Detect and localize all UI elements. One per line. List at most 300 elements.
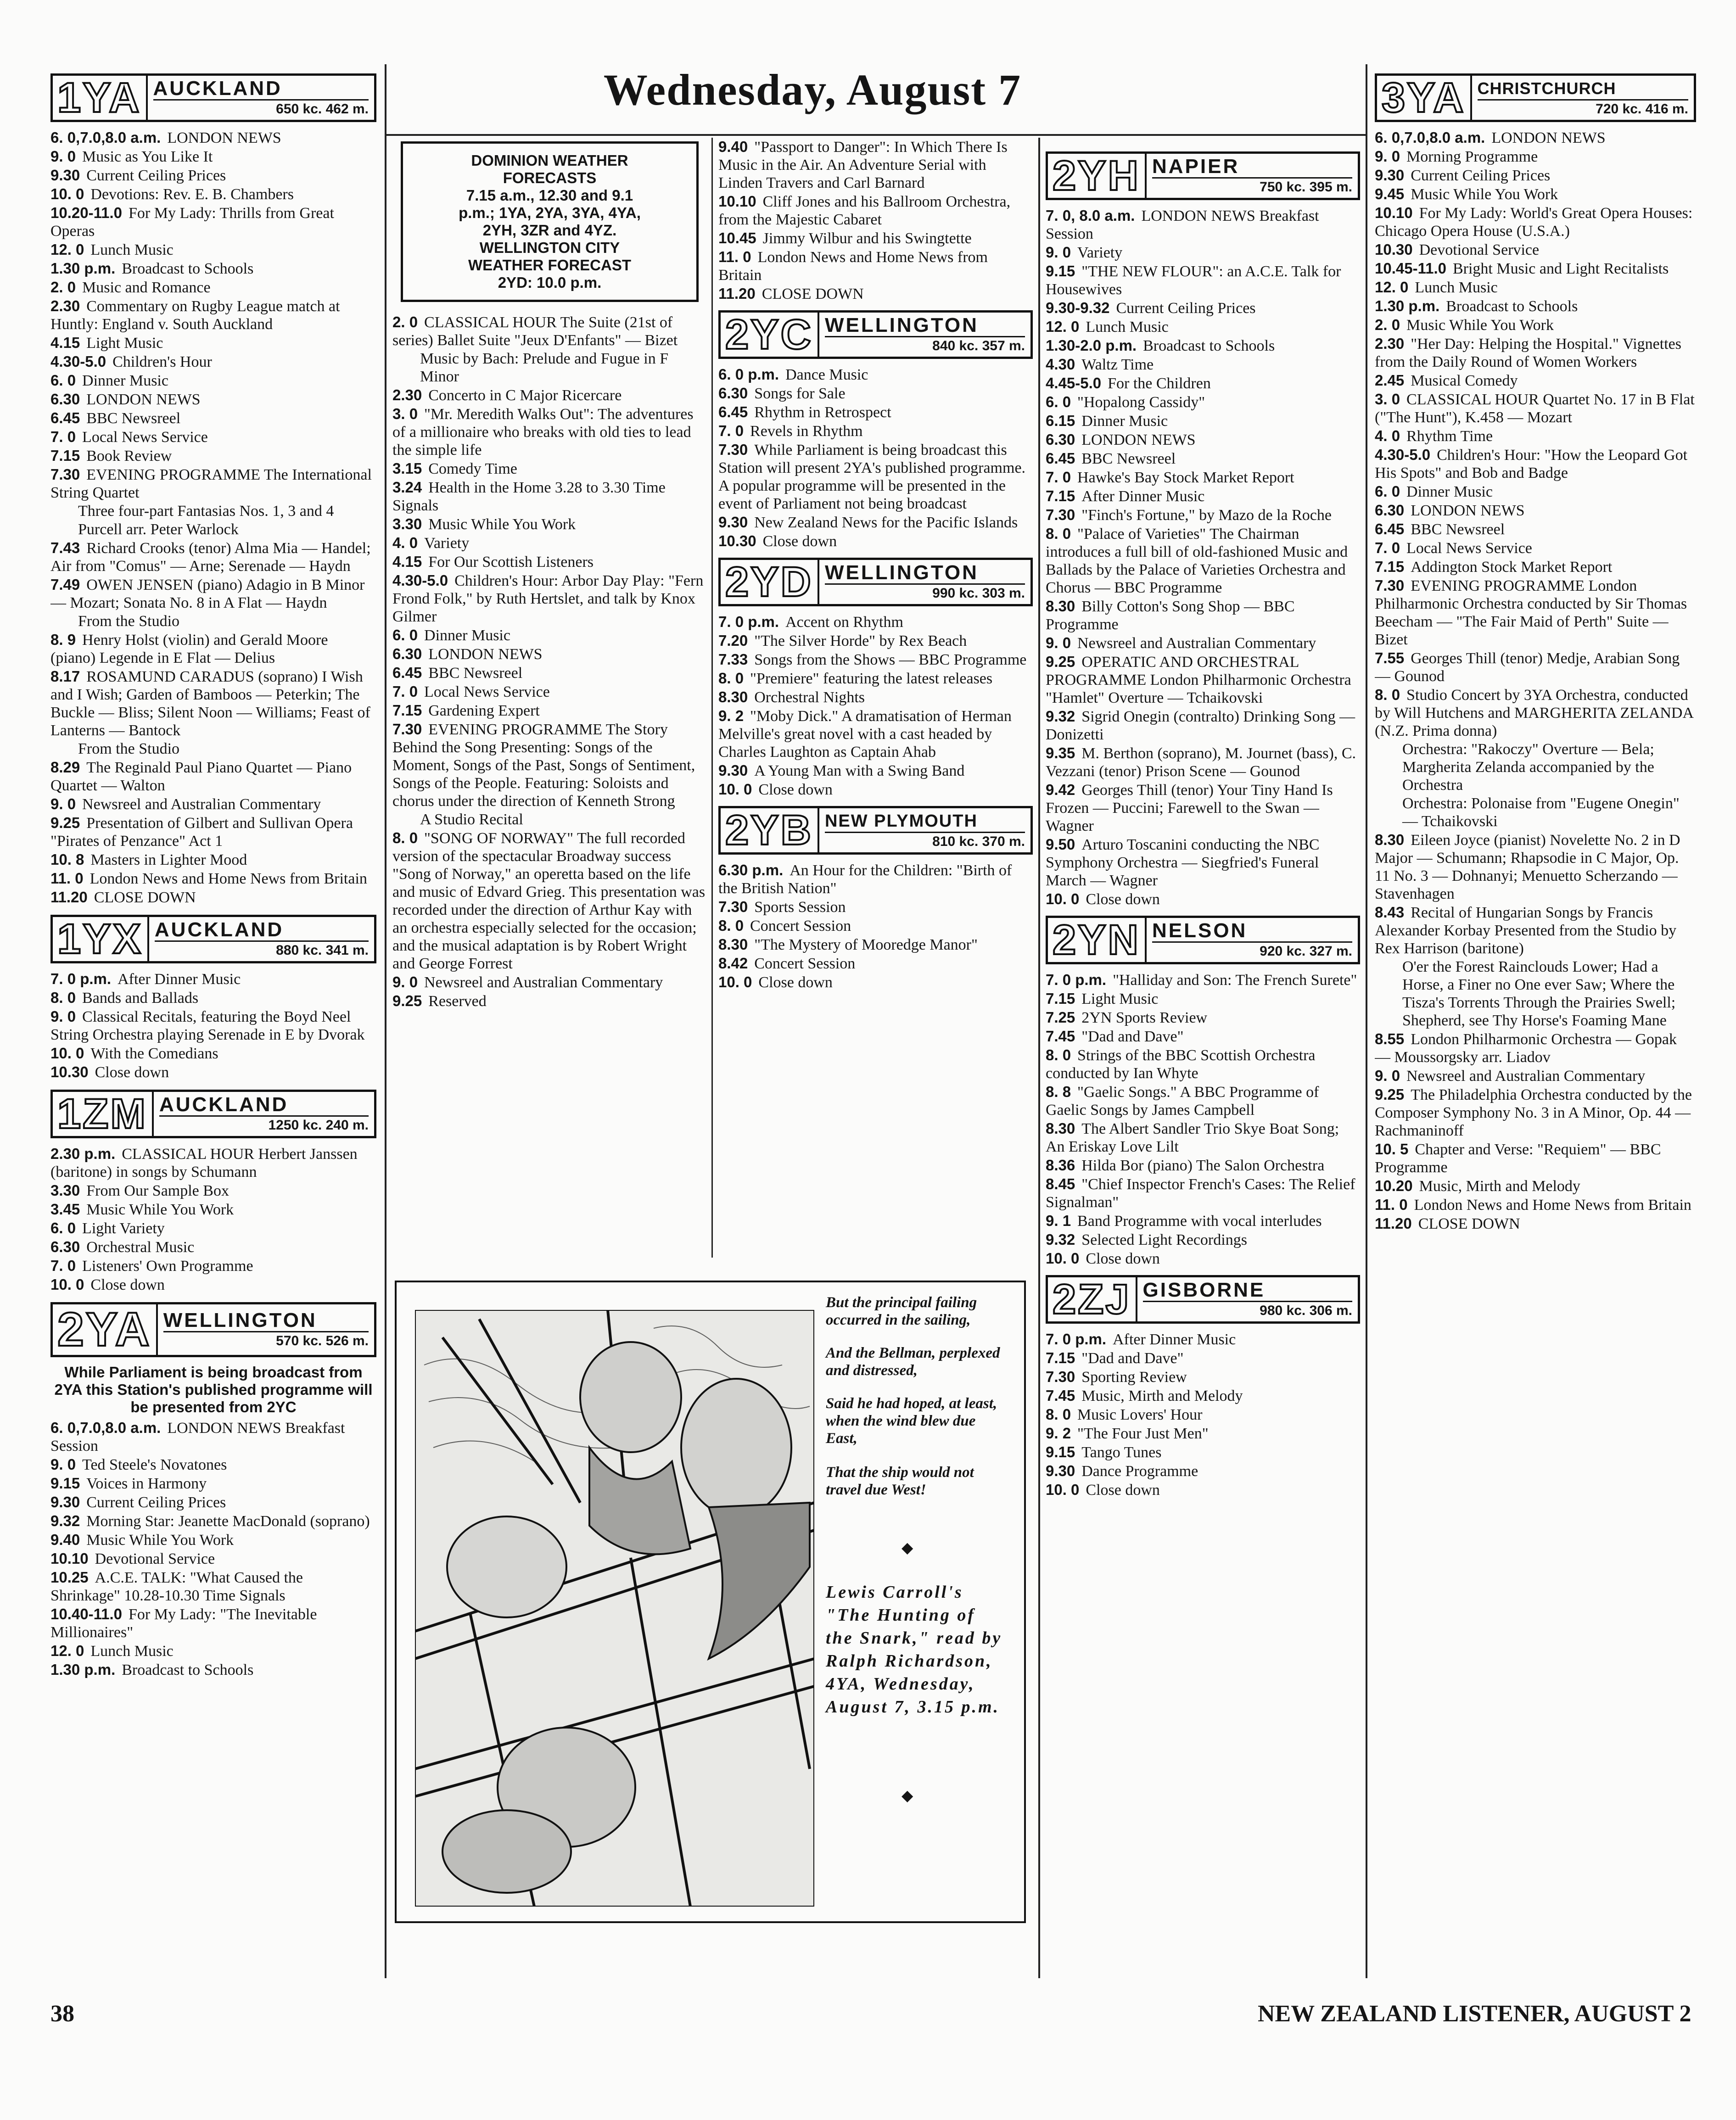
programme-time: 2.45 (1375, 372, 1405, 389)
programme-title: Orchestral Nights (754, 689, 865, 706)
programme-time: 4.30 (1046, 356, 1075, 373)
programme-title: Newsreel and Australian Commentary (424, 974, 663, 991)
column-4 (1046, 138, 1360, 1978)
caption-credit: Lewis Carroll's "The Hunting of the Snark," read by Ralph Richardson, 4YA, Wednesday, August 7, 3.15 p.m. (826, 1583, 1002, 1717)
programme-title: Dinner Music (82, 372, 168, 389)
programme-title: "Gaelic Songs." A BBC Programme of Gaelic Songs by James Campbell (1046, 1084, 1319, 1119)
station-frequency: 650 kc. 462 m. (276, 101, 369, 117)
programme-entry (1046, 355, 1360, 374)
station-city: CHRISTCHURCH (1478, 78, 1688, 101)
programme-entry (1375, 903, 1696, 957)
programme-entry (50, 814, 376, 850)
programme-entry (1046, 597, 1360, 633)
programme-entry (1375, 166, 1696, 185)
programme-entry (50, 758, 376, 794)
programme-time: 10. 0 (50, 1045, 84, 1062)
programme-title: Dinner Music (424, 627, 510, 644)
programme-time: 9.15 (1046, 263, 1075, 280)
programme-list-2zj (1046, 1330, 1360, 1499)
programme-entry (1046, 835, 1360, 889)
programme-title: Lunch Music (1415, 279, 1498, 296)
programme-entry (1046, 1387, 1360, 1405)
programme-entry (1375, 129, 1696, 147)
programme-entry (1046, 1443, 1360, 1461)
programme-time: 9. 2 (718, 707, 744, 724)
programme-entry (718, 192, 1033, 229)
station-logo-2ya (50, 1302, 376, 1357)
snark-illustration (415, 1310, 814, 1907)
programme-title: Music Lovers' Hour (1077, 1406, 1203, 1423)
programme-entry (50, 1044, 376, 1063)
programme-title: Addington Stock Market Report (1411, 559, 1613, 576)
programme-entry (50, 465, 376, 502)
programme-time: 1.30 p.m. (50, 1661, 116, 1678)
programme-title: BBC Newsreel (1081, 450, 1176, 467)
programme-time: 10.40-11.0 (50, 1605, 122, 1622)
programme-title: From the Studio (78, 613, 180, 630)
programme-entry (50, 371, 376, 390)
programme-title: Arturo Toscanini conducting the NBC Symphony Orchestra — Siegfried's Funeral March — Wagner (1046, 836, 1320, 889)
programme-entry (50, 502, 376, 520)
programme-time: 6.15 (1046, 412, 1075, 429)
programme-entry (718, 707, 1033, 761)
programme-title: Music While You Work (86, 1201, 234, 1218)
programme-time: 4.15 (392, 553, 422, 570)
programme-entry (50, 989, 376, 1007)
programme-entry (718, 898, 1033, 916)
programme-entry (50, 166, 376, 185)
programme-entry (1046, 299, 1360, 317)
programme-time: 10. 5 (1375, 1141, 1409, 1158)
programme-time: 8.30 (1046, 1120, 1075, 1137)
station-logo-2yd (718, 558, 1033, 606)
programme-time: 7.15 (392, 702, 422, 719)
programme-time: 9.25 (50, 814, 80, 831)
column-rule (1038, 138, 1040, 1978)
programme-title: London News and Home News from Britain (718, 249, 988, 284)
station-frequency: 720 kc. 416 m. (1596, 101, 1688, 117)
programme-time: 3.15 (392, 460, 422, 477)
programme-entry (50, 1549, 376, 1568)
programme-time: 9. 0 (1375, 1067, 1400, 1084)
programme-title: EVENING PROGRAMME The International String Quartet (50, 466, 372, 501)
programme-entry (1375, 831, 1696, 903)
column-2 (392, 138, 707, 1258)
programme-time: 10.45 (718, 229, 756, 246)
programme-entry (1375, 185, 1696, 203)
station-logo-1zm (50, 1090, 376, 1138)
programme-entry (392, 973, 707, 991)
programme-entry (50, 1007, 376, 1044)
station-call-sign: 1YA (57, 74, 141, 121)
programme-title: Musical Comedy (1411, 372, 1518, 389)
programme-time: 7.30 (1046, 1368, 1075, 1385)
programme-title: Lunch Music (1086, 319, 1169, 336)
programme-entry (718, 780, 1033, 799)
programme-entry (50, 539, 376, 575)
programme-entry (1375, 1085, 1696, 1140)
station-call-sign: 2YA (57, 1303, 151, 1356)
programme-entry (50, 1605, 376, 1641)
programme-title: OPERATIC AND ORCHESTRAL PROGRAMME London Philharmonic Orchestra "Hamlet" Overture — Tchaikovski (1046, 654, 1351, 706)
programme-title: Light Music (1081, 990, 1159, 1007)
programme-time: 6.30 (392, 645, 422, 662)
programme-time: 1.30 p.m. (50, 260, 116, 277)
programme-time: 6.30 (1375, 502, 1405, 519)
programme-entry (718, 513, 1033, 531)
programme-time: 7. 0 (50, 1257, 76, 1274)
programme-title: Tango Tunes (1081, 1444, 1162, 1461)
programme-time: 7.15 (50, 447, 80, 464)
programme-entry (718, 441, 1033, 513)
programme-time: 9. 0 (50, 1008, 76, 1025)
programme-title: "Passport to Danger": In Which There Is Music in the Air. An Adventure Serial with Linden Travers and Carl Barnard (718, 139, 1008, 191)
programme-entry (1046, 449, 1360, 468)
programme-entry (1046, 1249, 1360, 1268)
programme-title: 2YN Sports Review (1081, 1009, 1208, 1026)
programme-time: 7.33 (718, 651, 748, 668)
programme-time: 12. 0 (1375, 279, 1409, 296)
programme-time: 9.32 (1046, 708, 1075, 725)
programme-time: 7.30 (50, 466, 80, 483)
programme-entry (1375, 520, 1696, 538)
programme-time: 2.30 (50, 297, 80, 314)
programme-time: 2.30 p.m. (50, 1145, 116, 1162)
programme-title: Songs for Sale (754, 385, 846, 402)
programme-title: Masters in Lighter Mood (90, 851, 247, 868)
programme-title: Broadcast to Schools (122, 1661, 254, 1678)
programme-title: Purcell arr. Peter Warlock (78, 521, 239, 538)
programme-title: Commentary on Rugby League match at Huntly: England v. South Auckland (50, 298, 340, 333)
programme-title: M. Berthon (soprano), M. Journet (bass), C. Vezzani (tenor) Prison Scene — Gounod (1046, 745, 1356, 780)
programme-list-2yd (718, 613, 1033, 799)
programme-title: BBC Newsreel (86, 410, 181, 427)
programme-time: 8.30 (1046, 598, 1075, 615)
programme-time: 4.30-5.0 (50, 353, 106, 370)
programme-time: 9.25 (392, 992, 422, 1009)
programme-entry (50, 520, 376, 538)
programme-title: "Moby Dick." A dramatisation of Herman Melville's great novel with a cast headed by Charles Laughton as Captain Ahab (718, 708, 1012, 761)
programme-title: Three four-part Fantasias Nos. 1, 3 and 4 (78, 503, 334, 520)
programme-title: Local News Service (1406, 540, 1532, 557)
programme-time: 2. 0 (392, 313, 418, 330)
programme-entry (1375, 390, 1696, 426)
programme-entry (1046, 262, 1360, 298)
programme-time: 8. 0 (718, 917, 744, 934)
programme-time: 9. 0 (50, 148, 76, 165)
station-logo-1yx (50, 915, 376, 963)
programme-entry (1375, 794, 1696, 830)
column-1 (50, 69, 376, 1983)
programme-time: 7.30 (718, 898, 748, 915)
programme-title: LONDON NEWS (1081, 431, 1196, 448)
programme-title: EVENING PROGRAMME London Philharmonic Orchestra conducted by Sir Thomas Beecham — "The Fair Maid of Perth" Suite — Bizet (1375, 577, 1687, 648)
programme-time: 6. 0 (1046, 393, 1071, 410)
programme-title: Concerto in C Major Ricercare (428, 387, 622, 404)
programme-entry (1046, 393, 1360, 411)
station-logo-2yb (718, 806, 1033, 855)
programme-entry (392, 571, 707, 626)
caption-verse-3: Said he had hoped, at least, when the wind blew due East, (826, 1395, 997, 1447)
programme-title: Current Ceiling Prices (1116, 300, 1256, 317)
programme-time: 10.20-11.0 (50, 204, 122, 221)
programme-title: Comedy Time (428, 460, 517, 477)
programme-time: 7. 0 (718, 422, 744, 439)
programme-time: 12. 0 (50, 1642, 84, 1659)
programme-entry (50, 1063, 376, 1081)
programme-time: 6. 0,7.0,8.0 a.m. (50, 129, 161, 146)
programme-title: Newsreel and Australian Commentary (82, 796, 321, 813)
programme-time: 2.30 (1375, 335, 1405, 352)
programme-list-1zm (50, 1145, 376, 1294)
programme-time: 6. 0,7.0,8.0 a.m. (1375, 129, 1485, 146)
programme-list-1yx (50, 970, 376, 1081)
programme-title: CLOSE DOWN (762, 285, 864, 302)
programme-time: 4.30-5.0 (392, 572, 448, 589)
page-title: Wednesday, August 7 (603, 65, 1022, 114)
programme-title: Broadcast to Schools (122, 260, 254, 277)
programme-entry (1046, 506, 1360, 524)
programme-entry (50, 1419, 376, 1455)
programme-time: 6. 0,7.0,8.0 a.m. (50, 1419, 161, 1436)
programme-entry (1046, 890, 1360, 908)
programme-entry (50, 1200, 376, 1219)
programme-title: Newsreel and Australian Commentary (1077, 635, 1316, 652)
programme-time: 11.20 (718, 285, 756, 302)
programme-entry (50, 1642, 376, 1660)
programme-entry (718, 384, 1033, 403)
programme-entry (50, 259, 376, 278)
programme-time: 10.10 (1375, 204, 1413, 221)
programme-entry (1046, 707, 1360, 744)
column-rule (711, 138, 713, 1258)
programme-time: 9. 0 (1046, 634, 1071, 651)
programme-title: OWEN JENSEN (piano) Adagio in B Minor — Mozart; Sonata No. 8 in A Flat — Haydn (50, 576, 365, 611)
programme-entry (718, 973, 1033, 991)
programme-entry (1375, 259, 1696, 278)
programme-time: 10.10 (718, 193, 756, 210)
programme-title: Band Programme with vocal interludes (1077, 1213, 1322, 1230)
programme-entry (1046, 336, 1360, 355)
programme-entry (718, 138, 1033, 192)
programme-entry (392, 313, 707, 349)
weather-line: FORECASTS (503, 169, 597, 186)
programme-entry (392, 682, 707, 701)
programme-title: Broadcast to Schools (1143, 337, 1275, 354)
publication-footer: NEW ZEALAND LISTENER, AUGUST 2 (1258, 2001, 1691, 2027)
programme-title: Bands and Ballads (82, 990, 199, 1007)
programme-entry (1046, 318, 1360, 336)
page-number: 38 (50, 2001, 74, 2027)
programme-title: Georges Thill (tenor) Your Tiny Hand Is Frozen — Puccini; Farewell to the Swan — Wagner (1046, 782, 1333, 834)
programme-entry (50, 667, 376, 739)
programme-entry (1375, 1214, 1696, 1233)
header-rule (386, 134, 1366, 136)
programme-time: 3. 0 (392, 405, 418, 422)
programme-title: Variety (1077, 244, 1123, 261)
programme-title: While Parliament is being broadcast this Station will present 2YA's published programme. A popular programme will be presented in the event of Parliament not being broadcast (718, 442, 1026, 512)
programme-title: For My Lady: World's Great Opera Houses: Chicago Opera House (U.S.A.) (1375, 205, 1693, 240)
programme-time: 7.25 (1046, 1009, 1075, 1026)
programme-time: 9.40 (50, 1531, 80, 1548)
programme-time: 9.32 (50, 1512, 80, 1529)
programme-title: With the Comedians (90, 1045, 218, 1062)
programme-time: 10.45-11.0 (1375, 260, 1446, 277)
programme-entry (392, 386, 707, 404)
programme-title: Dance Programme (1081, 1463, 1198, 1480)
programme-title: Music and Romance (82, 279, 211, 296)
programme-title: Music by Bach: Prelude and Fugue in F Minor (420, 350, 669, 385)
programme-entry (392, 478, 707, 515)
programme-time: 8.36 (1046, 1157, 1075, 1174)
station-logo-2yh (1046, 151, 1360, 200)
programme-time: 11. 0 (718, 248, 751, 265)
programme-time: 10. 0 (1046, 890, 1080, 907)
weather-line: 7.15 a.m., 12.30 and 9.1 (466, 187, 633, 204)
programme-title: Current Ceiling Prices (1411, 167, 1551, 184)
programme-time: 6.45 (1046, 450, 1075, 467)
column-rule (385, 64, 386, 1978)
programme-time: 9. 0 (50, 795, 76, 812)
programme-list-2yb (718, 861, 1033, 991)
programme-time: 9. 0 (392, 973, 418, 990)
programme-entry (50, 147, 376, 166)
programme-entry (50, 1219, 376, 1237)
programme-entry (392, 992, 707, 1010)
programme-entry (1375, 297, 1696, 315)
programme-title: Concert Session (754, 955, 856, 972)
programme-entry (392, 664, 707, 682)
programme-list-2ya-late (718, 138, 1033, 303)
programme-entry (50, 740, 376, 758)
programme-time: 6. 0 (392, 626, 418, 643)
station-city: NEW PLYMOUTH (825, 811, 1025, 833)
programme-title: "Palace of Varieties" The Chairman introduces a full bill of old-fashioned Music and Ballads by the Palace of Varieties Orchestra and Chorus — BBC Programme (1046, 526, 1348, 596)
programme-entry (718, 285, 1033, 303)
programme-title: "Dad and Dave" (1081, 1028, 1184, 1045)
programme-entry (50, 241, 376, 259)
programme-time: 10. 0 (718, 973, 752, 990)
programme-entry (392, 553, 707, 571)
programme-time: 9. 0 (1046, 244, 1071, 261)
programme-time: 6. 0 (50, 1219, 76, 1236)
programme-title: LONDON NEWS (167, 129, 281, 146)
programme-time: 4. 0 (392, 534, 418, 551)
divider-ornament: ◆ (902, 1788, 913, 1804)
programme-entry (718, 954, 1033, 973)
programme-title: Waltz Time (1081, 356, 1154, 373)
programme-title: After Dinner Music (118, 971, 241, 988)
programme-title: Book Review (86, 447, 172, 464)
programme-time: 9. 1 (1046, 1212, 1071, 1229)
programme-entry (1046, 374, 1360, 392)
programme-time: 9.45 (1375, 185, 1405, 202)
station-call-sign: 1YX (57, 916, 143, 962)
programme-time: 2. 0 (50, 279, 76, 296)
programme-time: 6. 0 (50, 372, 76, 389)
programme-title: For My Lady: Thrills from Great Operas (50, 205, 334, 240)
programme-time: 8. 9 (50, 631, 76, 648)
programme-title: Chapter and Verse: "Requiem" — BBC Programme (1375, 1141, 1661, 1176)
weather-forecast-box (401, 141, 699, 302)
programme-title: ROSAMUND CARADUS (soprano) I Wish and I Wish; Garden of Bamboos — Peterkin; The Buckle — Bliss; Silent Noon — Williams; Feast of Lanterns — Bantock (50, 668, 370, 739)
programme-title: Current Ceiling Prices (86, 167, 226, 184)
programme-entry (718, 688, 1033, 706)
programme-title: Children's Hour: "How the Leopard Got His Spots" and Bob and Badge (1375, 447, 1688, 481)
programme-entry (1375, 1140, 1696, 1176)
programme-entry (392, 645, 707, 663)
programme-time: 8. 0 (1375, 686, 1400, 703)
programme-time: 7.30 (392, 721, 422, 738)
caption-verse-2: And the Bellman, perplexed and distressed, (826, 1345, 1000, 1379)
programme-title: Lunch Music (90, 241, 174, 258)
programme-title: CLOSE DOWN (1418, 1215, 1520, 1232)
programme-entry (1375, 147, 1696, 166)
programme-time: 8. 8 (1046, 1083, 1071, 1100)
station-logo-2zj (1046, 1275, 1360, 1324)
programme-title: Close down (95, 1064, 169, 1081)
programme-title: Hilda Bor (piano) The Salon Orchestra (1081, 1157, 1325, 1174)
programme-time: 10. 0 (1046, 1250, 1080, 1267)
programme-entry (1375, 482, 1696, 501)
programme-time: 1.30 p.m. (1375, 297, 1440, 314)
programme-entry (1046, 744, 1360, 780)
programme-title: Concert Session (750, 917, 851, 934)
programme-entry (1046, 468, 1360, 487)
programme-entry (1375, 501, 1696, 520)
programme-time: 8. 0 (718, 670, 744, 687)
programme-title: Local News Service (82, 429, 208, 446)
programme-entry (392, 701, 707, 720)
caption-verse-1: But the principal failing occurred in the sailing, (826, 1294, 977, 1328)
programme-time: 10. 0 (718, 781, 752, 798)
station-frequency: 990 kc. 303 m. (932, 585, 1025, 601)
station-frequency: 920 kc. 327 m. (1260, 943, 1352, 959)
programme-entry (50, 447, 376, 465)
programme-title: Children's Hour (112, 353, 212, 370)
programme-entry (718, 761, 1033, 780)
programme-title: Accent on Rhythm (785, 614, 903, 631)
programme-title: Classical Recitals, featuring the Boyd Neel String Orchestra playing Serenade in E by Dvorak (50, 1008, 365, 1043)
programme-entry (1046, 1119, 1360, 1156)
station-logo-1ya (50, 73, 376, 122)
programme-entry (50, 1493, 376, 1511)
programme-time: 1.30-2.0 p.m. (1046, 337, 1137, 354)
programme-entry (1046, 1212, 1360, 1230)
programme-title: Sigrid Onegin (contralto) Drinking Song — Donizetti (1046, 708, 1355, 743)
programme-list-2yc (718, 365, 1033, 550)
programme-title: From Our Sample Box (86, 1182, 229, 1199)
programme-entry (50, 409, 376, 427)
programme-title: Lunch Music (90, 1643, 174, 1660)
programme-title: Close down (758, 781, 833, 798)
programme-title: Orchestral Music (86, 1239, 195, 1256)
programme-time: 9.50 (1046, 836, 1075, 853)
programme-title: Health in the Home 3.28 to 3.30 Time Signals (392, 479, 666, 514)
station-frequency: 1250 kc. 240 m. (268, 1117, 369, 1133)
programme-entry (1375, 335, 1696, 371)
programme-entry (1046, 634, 1360, 652)
programme-time: 3.45 (50, 1201, 80, 1218)
programme-entry (1046, 1462, 1360, 1480)
programme-title: "Chief Inspector French's Cases: The Relief Signalman" (1046, 1176, 1355, 1211)
programme-entry (1375, 1030, 1696, 1066)
programme-title: London Philharmonic Orchestra — Gopak — Moussorgsky arr. Liadov (1375, 1031, 1677, 1066)
programme-time: 3.30 (50, 1182, 80, 1199)
programme-entry (718, 650, 1033, 669)
programme-title: LONDON NEWS (86, 391, 201, 408)
programme-time: 7.15 (1046, 1349, 1075, 1366)
